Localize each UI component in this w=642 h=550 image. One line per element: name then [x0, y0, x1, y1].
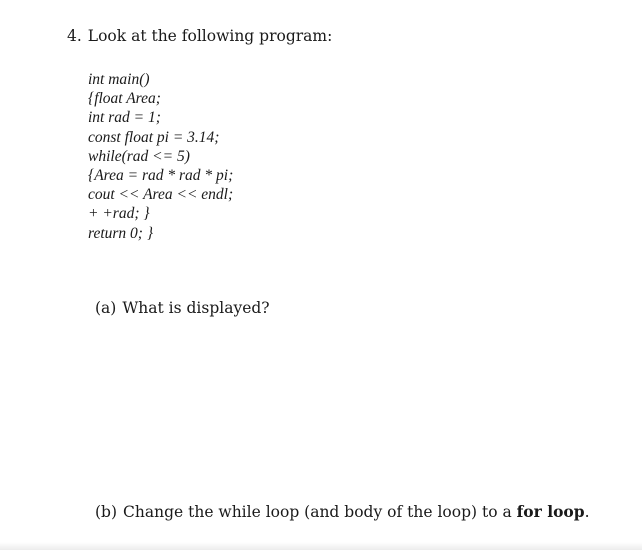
code-line: return 0; }: [88, 224, 154, 242]
code-line: {float Area;: [88, 90, 161, 108]
code-line: while(rad <= 5): [88, 147, 190, 165]
question-text: Look at the following program:: [87, 27, 333, 45]
part-b-text: Change the while loop (and body of the loop) to a: [123, 503, 512, 521]
part-b-bold-text: for loop: [516, 502, 585, 521]
code-line: cout << Area << endl;: [88, 186, 234, 204]
part-a-label: (a): [95, 299, 117, 317]
part-b-question: [95, 502, 590, 522]
code-line: const float pi = 3.14;: [88, 128, 220, 146]
program-code-block: [88, 70, 233, 243]
part-a-text: What is displayed?: [122, 299, 270, 317]
code-line: + +rad; }: [88, 205, 150, 223]
page-bottom-edge: [0, 542, 642, 550]
code-line: int rad = 1;: [88, 109, 161, 127]
part-a-question: [95, 298, 270, 318]
part-b-period: .: [584, 503, 590, 521]
question-heading: [67, 26, 332, 46]
code-line: int main(): [88, 71, 150, 88]
code-line: {Area = rad * rad * pi;: [88, 167, 234, 185]
part-b-label: (b): [95, 503, 118, 521]
question-number: 4.: [67, 27, 82, 45]
